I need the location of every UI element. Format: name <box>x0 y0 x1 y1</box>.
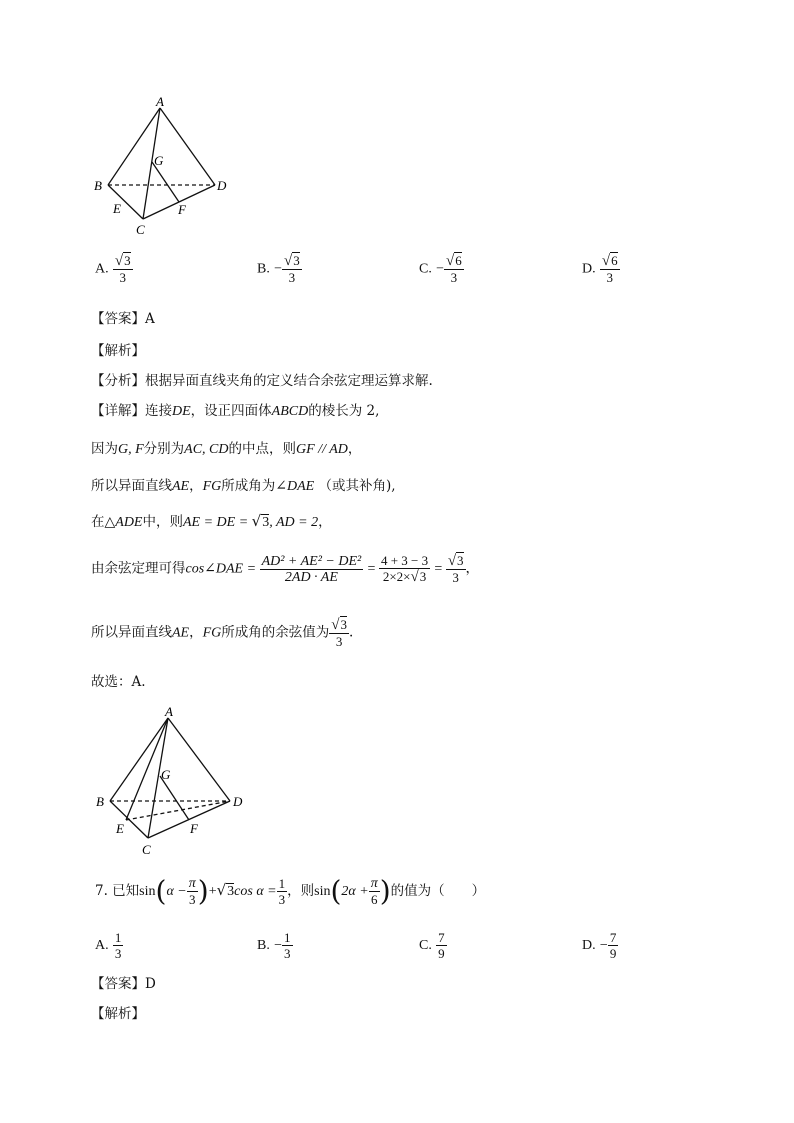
q7-option-a[interactable]: A. $\frac{1}{3}$ <box>95 930 122 961</box>
analysis-heading: 【解析】 <box>91 343 145 359</box>
fig1-label-g: G <box>154 153 164 168</box>
choose-answer-6: 故选：A. <box>91 674 146 690</box>
fig2-label-c: C <box>142 842 151 857</box>
fig1-label-f: F <box>178 202 186 217</box>
fig2-label-b: B <box>96 794 104 809</box>
q6-option-a[interactable]: A. $\frac{√3}{3}$ <box>95 253 131 285</box>
detail-line-2: 因为G, F分别为AC, CD的中点，则GF // AD， <box>91 441 362 457</box>
fig2-label-d: D <box>233 794 243 809</box>
fig2-label-f: F <box>190 821 198 836</box>
detail-line-4: 在△ADE中，则AE = DE = √3, AD = 2， <box>91 512 332 530</box>
detail-line-3: 所以异面直线AE，FG所成角为∠DAE （或其补角), <box>91 478 396 494</box>
question-7: 7. 已知sin(α − $\frac{\pi}{3}$ )+√3cos α = $\frac{1}{3}$ ，则sin(2α + $\frac{\pi}{6}$ )的值为（ ） <box>95 874 486 908</box>
q7-option-c[interactable]: C. $\frac{7}{9}$ <box>419 930 445 961</box>
detail-line-5-cosine-law: 由余弦定理可得cos∠DAE = $\frac{\text{AD² + AE² − DE²}}{2AD \cdot AE}$ = $\frac{4 + 3 - 3}{2\times 2\times√3}$ = $\frac{√3}{3}$ ， <box>91 553 480 585</box>
answer-7: 【答案】D <box>91 976 156 992</box>
q6-option-c[interactable]: C. − $\frac{√6}{3}$ <box>419 253 462 285</box>
q7-option-b[interactable]: B. − $\frac{1}{3}$ <box>257 930 291 961</box>
tetrahedron-figure-2 <box>88 702 258 860</box>
tetrahedron-figure-1 <box>88 94 238 240</box>
detail-line-6: 所以异面直线AE，FG所成角的余弦值为 $\frac{√3}{3}$ . <box>91 617 354 649</box>
fig2-label-g: G <box>161 767 171 782</box>
fig1-label-e: E <box>113 201 121 216</box>
fig1-label-a: A <box>156 94 164 109</box>
answer-6: 【答案】A <box>91 311 155 327</box>
q6-option-d[interactable]: D. $\frac{√6}{3}$ <box>582 253 618 285</box>
detail-line-1: 【详解】连接DE，设正四面体ABCD的棱长为 2, <box>91 403 380 419</box>
q7-option-d[interactable]: D. − $\frac{7}{9}$ <box>582 930 617 961</box>
analysis-summary: 【分析】根据异面直线夹角的定义结合余弦定理运算求解. <box>91 373 433 389</box>
fig1-label-d: D <box>217 178 227 193</box>
fig2-label-a: A <box>165 704 173 719</box>
analysis-heading-2: 【解析】 <box>91 1006 145 1022</box>
fig1-label-b: B <box>94 178 102 193</box>
fig2-label-e: E <box>116 821 124 836</box>
fig1-label-c: C <box>136 222 145 237</box>
q6-option-b[interactable]: B. − $\frac{√3}{3}$ <box>257 253 300 285</box>
